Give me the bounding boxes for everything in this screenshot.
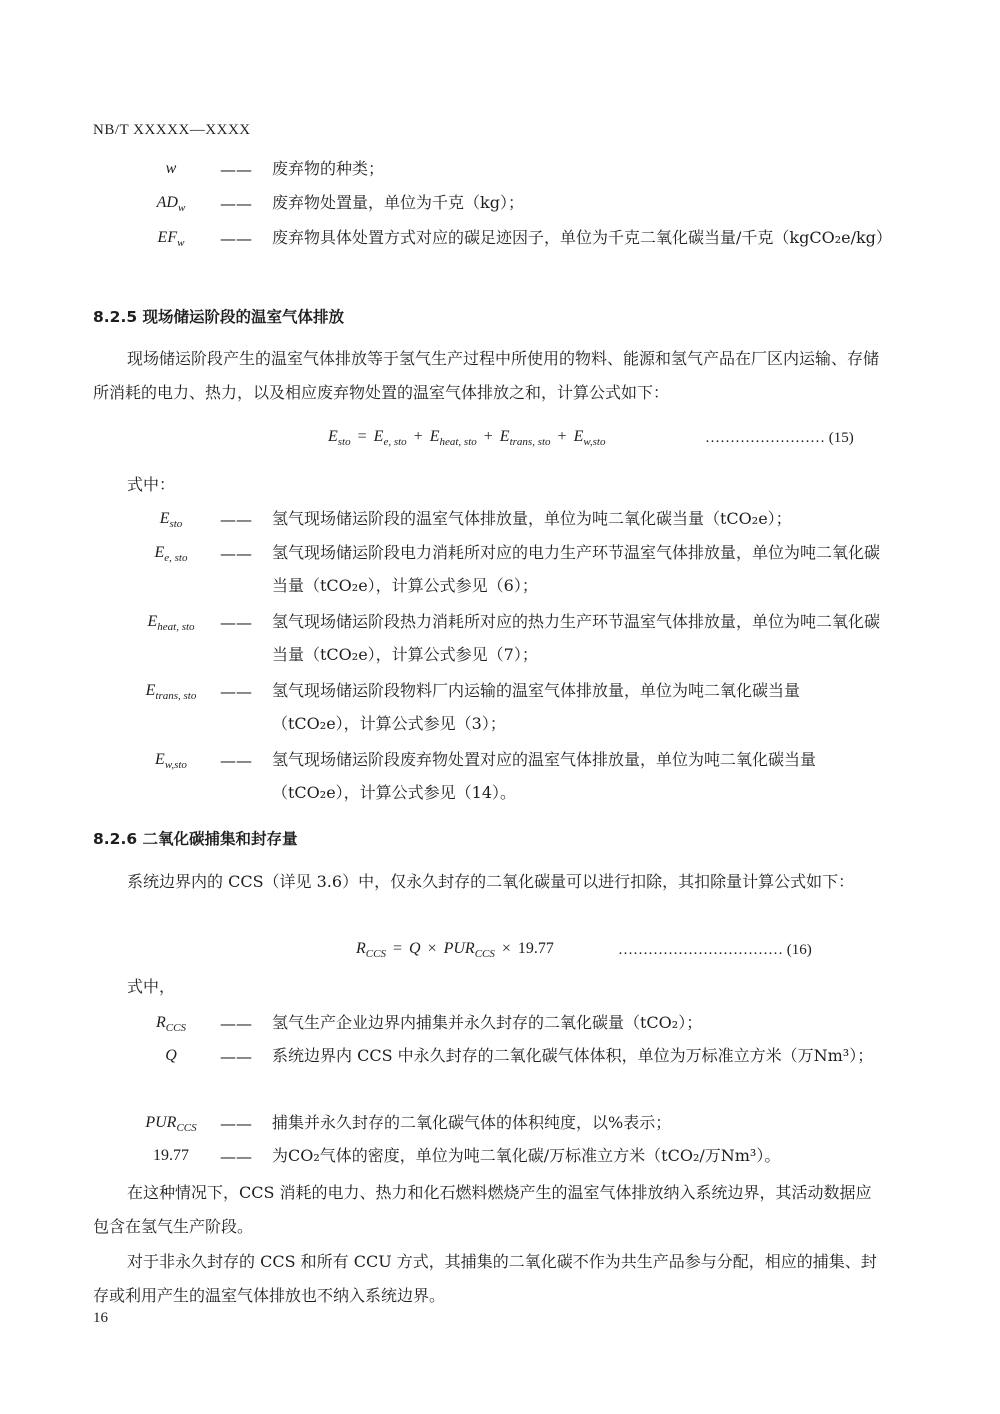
section-title-8-2-5: 8.2.5 现场储运阶段的温室气体排放 bbox=[93, 308, 345, 326]
definition-dash: —— bbox=[220, 1014, 252, 1033]
definition-dash: —— bbox=[220, 544, 252, 563]
equation-16: $R_{CCS} = Q \times PUR_{CCS} \times 19.77$ bbox=[356, 940, 554, 961]
definition-dash: —— bbox=[220, 613, 252, 632]
equation-number: …………………… (15) bbox=[705, 430, 854, 446]
definition-symbol: Q bbox=[165, 1047, 177, 1064]
definition-dash: —— bbox=[220, 160, 252, 179]
section-paragraph: 现场储运阶段产生的温室气体排放等于氢气生产过程中所使用的物料、能源和氢气产品在厂区内运输、存储所消耗的电力、热力，以及相应废弃物处置的温室气体排放之和，计算公式如下： bbox=[93, 349, 880, 402]
definition-symbol: w bbox=[165, 160, 177, 177]
definition-dash: —— bbox=[220, 1047, 252, 1066]
equation-15: $E_{sto} = E_{e, sto} + E_{heat, sto} + E_{trans, sto} + E_{w,sto}$ bbox=[328, 428, 606, 449]
definition-text: 氢气现场储运阶段电力消耗所对应的电力生产环节温室气体排放量，单位为吨二氧化碳当量（tCO₂e），计算公式参见（6）； bbox=[272, 543, 881, 595]
definition-dash: —— bbox=[220, 229, 252, 248]
definition-text: 废弃物具体处置方式对应的碳足迹因子，单位为千克二氧化碳当量/千克（kgCO₂e/kg） bbox=[272, 228, 892, 247]
definition-text: 捕集并永久封存的二氧化碳气体的体积纯度，以%表示； bbox=[272, 1113, 672, 1132]
definition-symbol: $E_{heat, sto}$ bbox=[147, 613, 195, 634]
equation-number: …………………………… (16) bbox=[618, 942, 812, 958]
section-title-8-2-6: 8.2.6 二氧化碳捕集和封存量 bbox=[93, 830, 298, 848]
definition-dash: —— bbox=[220, 751, 252, 770]
definition-symbol: $AD_w$ bbox=[156, 194, 186, 215]
section-paragraph: 系统边界内的 CCS（详见 3.6）中，仅永久封存的二氧化碳量可以进行扣除，其扣除量计算公式如下： bbox=[127, 872, 855, 891]
definition-dash: —— bbox=[220, 194, 252, 213]
definition-text: 氢气现场储运阶段的温室气体排放量，单位为吨二氧化碳当量（tCO₂e）； bbox=[272, 509, 792, 528]
definition-text: 废弃物的种类； bbox=[272, 159, 385, 178]
definition-symbol: $EF_w$ bbox=[157, 229, 185, 250]
definition-symbol: $R_{CCS}$ bbox=[156, 1014, 186, 1035]
where-label: 式中， bbox=[127, 977, 176, 996]
definition-symbol: $E_{w,sto}$ bbox=[155, 751, 187, 772]
definition-symbol: $PUR_{CCS}$ bbox=[145, 1114, 197, 1135]
where-label: 式中： bbox=[127, 475, 176, 494]
definition-text: 氢气现场储运阶段废弃物处置对应的温室气体排放量，单位为吨二氧化碳当量（tCO₂e），计算公式参见（14）。 bbox=[272, 750, 817, 802]
definition-symbol: $E_{sto}$ bbox=[159, 510, 183, 531]
document-code-header: NB/T XXXXX—XXXX bbox=[93, 122, 251, 138]
definition-symbol: $E_{trans, sto}$ bbox=[145, 682, 197, 703]
section-paragraph: 在这种情况下，CCS 消耗的电力、热力和化石燃料燃烧产生的温室气体排放纳入系统边界，其活动数据应包含在氢气生产阶段。 bbox=[93, 1183, 872, 1236]
definition-dash: —— bbox=[220, 1114, 252, 1133]
definition-dash: —— bbox=[220, 510, 252, 529]
definition-dash: —— bbox=[220, 682, 252, 701]
definition-text: 系统边界内 CCS 中永久封存的二氧化碳气体体积，单位为万标准立方米（万Nm³）； bbox=[272, 1046, 874, 1065]
definition-text: 氢气现场储运阶段物料厂内运输的温室气体排放量，单位为吨二氧化碳当量（tCO₂e），计算公式参见（3）； bbox=[272, 681, 801, 733]
definition-text: 为CO₂气体的密度，单位为吨二氧化碳/万标准立方米（tCO₂/万Nm³）。 bbox=[272, 1146, 781, 1165]
definition-text: 废弃物处置量，单位为千克（kg）； bbox=[272, 193, 524, 212]
definition-symbol: $E_{e, sto}$ bbox=[154, 544, 188, 565]
definition-text: 氢气现场储运阶段热力消耗所对应的热力生产环节温室气体排放量，单位为吨二氧化碳当量（tCO₂e），计算公式参见（7）； bbox=[272, 612, 881, 664]
page-number: 16 bbox=[93, 1310, 108, 1326]
definition-dash: —— bbox=[220, 1147, 252, 1166]
section-paragraph: 对于非永久封存的 CCS 和所有 CCU 方式，其捕集的二氧化碳不作为共生产品参与分配，相应的捕集、封存或利用产生的温室气体排放也不纳入系统边界。 bbox=[93, 1252, 877, 1305]
definition-symbol: 19.77 bbox=[153, 1147, 189, 1164]
definition-text: 氢气生产企业边界内捕集并永久封存的二氧化碳量（tCO₂）； bbox=[272, 1013, 703, 1032]
